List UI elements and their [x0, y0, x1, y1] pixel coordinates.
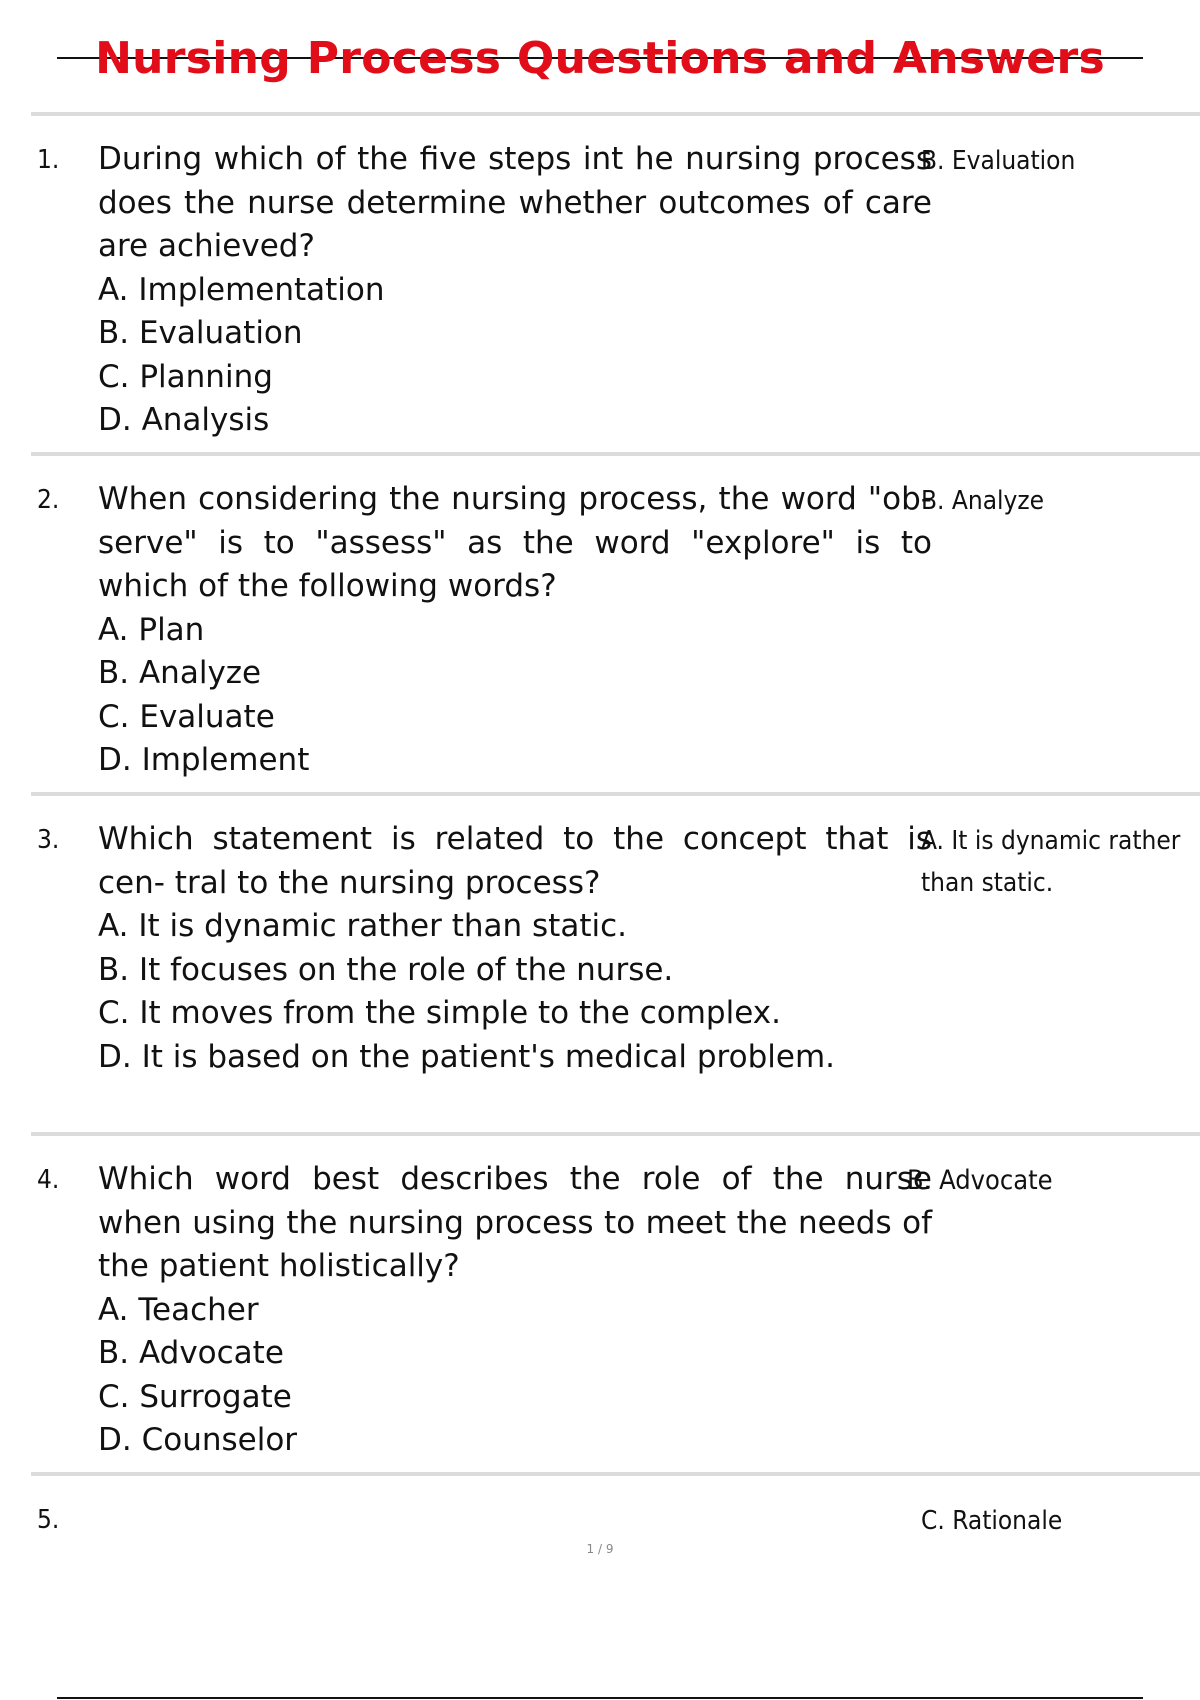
question-number: 2.: [37, 485, 60, 515]
option-c: C. It moves from the simple to the complex.: [98, 995, 781, 1031]
option-a: A. Implementation: [98, 271, 385, 308]
option-b: B. Advocate: [98, 1335, 284, 1371]
option-a: A. It is dynamic rather than static.: [98, 908, 627, 944]
question-number: 5.: [37, 1505, 60, 1535]
answer: B. Analyze: [921, 486, 1045, 516]
qa-row-2: [31, 456, 1200, 792]
question-body: [98, 138, 932, 443]
page-title: Nursing Process Questions and Answers: [95, 33, 1105, 84]
answer: B. Advocate: [907, 1165, 1053, 1196]
title-area: [57, 34, 1143, 84]
question-number: 4.: [37, 1165, 60, 1195]
option-b: B. It focuses on the role of the nurse.: [98, 951, 674, 988]
qa-row-4: [31, 1136, 1200, 1472]
question-body: [98, 818, 932, 1079]
question-number: 3.: [37, 825, 60, 855]
page-number: 1 / 9: [586, 1542, 614, 1556]
qa-row-1: [31, 116, 1200, 452]
option-c: C. Evaluate: [98, 698, 275, 735]
option-d: D. Implement: [98, 742, 310, 778]
qa-list: [31, 112, 1200, 1566]
question-text: When considering the nursing process, the word "ob- serve" is to "assess" as the word "explore" is to which of the following words?: [98, 481, 932, 604]
option-a: A. Plan: [98, 611, 205, 648]
option-d: D. Counselor: [98, 1422, 298, 1458]
option-d: D. It is based on the patient's medical problem.: [98, 1038, 836, 1075]
option-c: C. Planning: [98, 358, 273, 395]
answer: B. Evaluation: [921, 146, 1076, 176]
question-number: 1.: [37, 145, 60, 175]
option-a: A. Teacher: [98, 1291, 259, 1328]
question-body: [98, 478, 932, 783]
answer: C. Rationale: [921, 1506, 1063, 1536]
question-text: Which statement is related to the concept that is cen- tral to the nursing process?: [98, 821, 932, 901]
option-b: B. Analyze: [98, 655, 262, 691]
option-c: C. Surrogate: [98, 1378, 292, 1415]
footer-rule: [57, 1697, 1143, 1699]
option-b: B. Evaluation: [98, 315, 303, 351]
option-d: D. Analysis: [98, 402, 270, 438]
qa-row-3: [31, 796, 1200, 1132]
question-body: [98, 1158, 932, 1463]
question-text: During which of the five steps int he nursing process does the nurse determine whether outcomes of care are achieved?: [98, 141, 932, 264]
question-text: Which word best describes the role of the nurse when using the nursing process to meet the needs of the patient holistically?: [98, 1161, 932, 1284]
answer: A. It is dynamic rather than static.: [921, 826, 1181, 898]
